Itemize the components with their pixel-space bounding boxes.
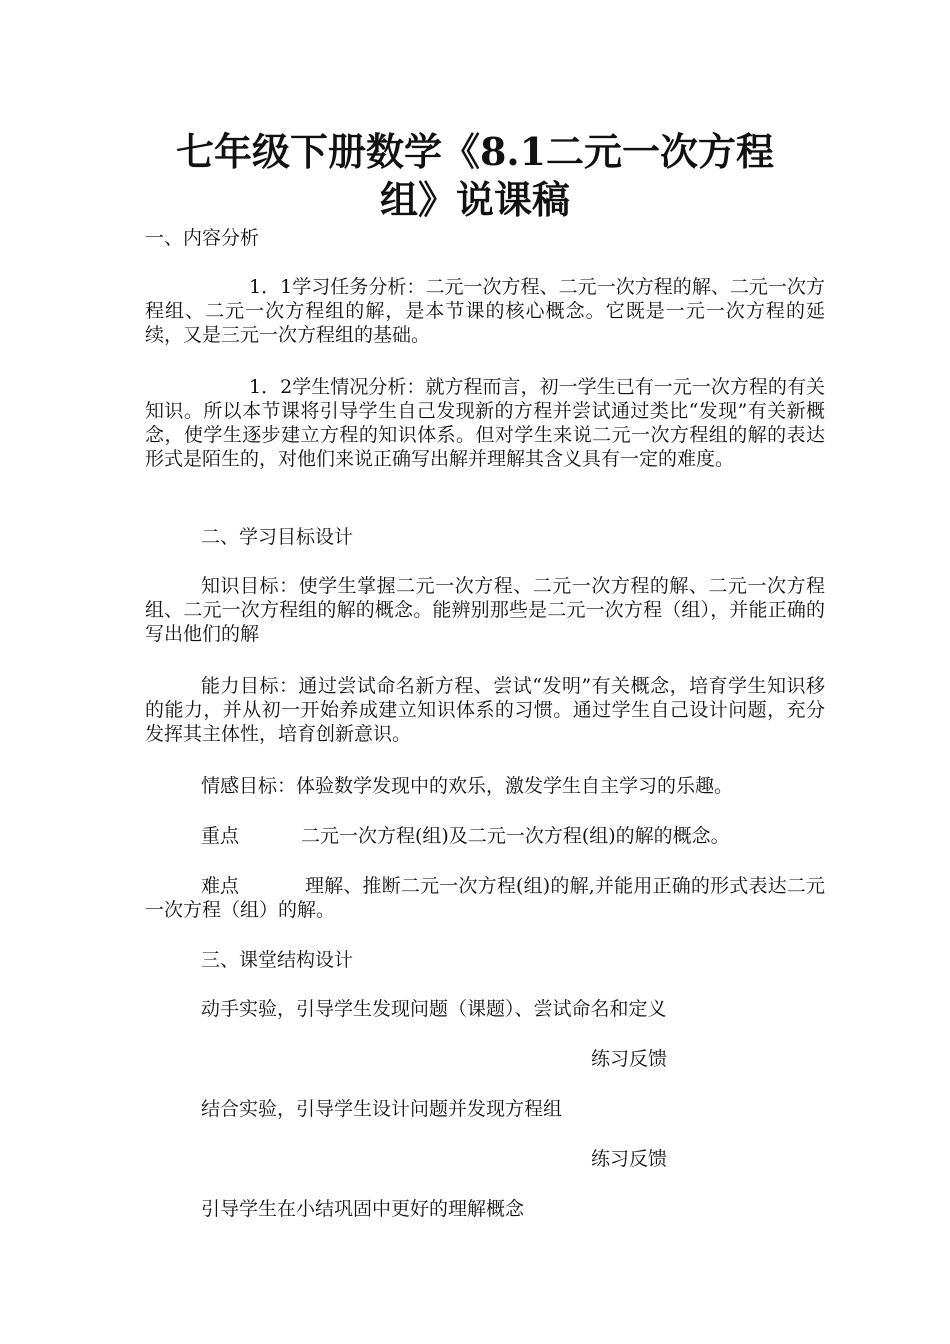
document-title-line2: 组》说课稿 <box>379 177 570 222</box>
section3-heading: 三、课堂结构设计 <box>201 949 354 971</box>
ability-goal-paragraph: 能力目标：通过尝试命名新方程、尝试“发明”有关概念，培育学生知识移的能力，并从初一开始养成建立知识体系的习惯。通过学生自己设计问题，充分发挥其主体性，培育创新意识。 <box>145 675 825 745</box>
document-title-line1: 七年级下册数学《8.1二元一次方程 <box>175 129 775 174</box>
key-point-text: 二元一次方程(组)及二元一次方程(组)的解的概念。 <box>301 825 730 847</box>
structure-step-1: 动手实验，引导学生发现问题（课题）、尝试命名和定义 <box>201 998 667 1020</box>
section1-paragraph-task-analysis: 1．1学习任务分析：二元一次方程、二元一次方程的解、二元一次方程组、二元一次方程组的解，是本节课的核心概念。它既是一元一次方程的延续，又是三元一次方程组的基础。 <box>145 276 825 346</box>
section1-paragraph-student-analysis: 1．2学生情况分析：就方程而言，初一学生已有一元一次方程的有关知识。所以本节课将引导学生自己发现新的方程并尝试通过类比“发现”有关新概念，使学生逐步建立方程的知识体系。但对学生来说二元一次方程组的解的表达形式是陌生的，对他们来说正确写出解并理解其含义具有一定的难度。 <box>145 376 825 470</box>
structure-step-3: 引导学生在小结巩固中更好的理解概念 <box>201 1198 525 1220</box>
section1-heading: 一、内容分析 <box>145 227 260 249</box>
structure-feedback-1: 练习反馈 <box>591 1048 668 1070</box>
structure-step-2: 结合实验，引导学生设计问题并发现方程组 <box>201 1098 563 1120</box>
section2-heading: 二、学习目标设计 <box>201 526 354 548</box>
difficulty-label: 难点 <box>201 875 240 897</box>
difficulty-text: 理解、推断二元一次方程(组)的解,并能用正确的形式表达二元一次方程（组）的解。 <box>145 875 825 921</box>
emotion-goal-paragraph: 情感目标：体验数学发现中的欢乐，激发学生自主学习的乐趣。 <box>201 775 734 797</box>
knowledge-goal-paragraph: 知识目标：使学生掌握二元一次方程、二元一次方程的解、二元一次方程组、二元一次方程组的解的概念。能辨别那些是二元一次方程（组），并能正确的写出他们的解 <box>145 575 825 645</box>
key-point-label: 重点 <box>201 825 240 847</box>
structure-feedback-2: 练习反馈 <box>591 1148 668 1170</box>
